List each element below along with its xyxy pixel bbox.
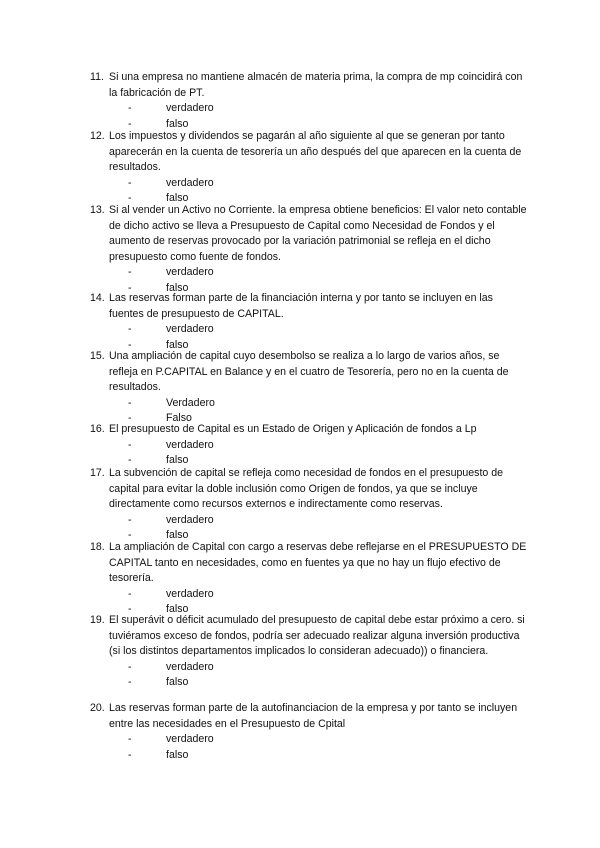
option-item: - Falso <box>90 411 530 427</box>
question-text: Si una empresa no mantiene almacén de materia prima, la compra de mp coincidirá con la fabricación de PT. <box>109 71 523 99</box>
option-item: - falso <box>90 281 530 297</box>
question-11 <box>90 70 530 132</box>
option-item: - falso <box>90 338 530 354</box>
option-label: falso <box>166 117 189 130</box>
question-number: 14. <box>90 292 105 304</box>
option-item: - verdadero <box>90 265 530 281</box>
question-number: 11. <box>90 71 104 83</box>
option-item: - falso <box>90 748 530 764</box>
option-item: - verdadero <box>90 176 530 192</box>
question-20 <box>90 701 530 763</box>
option-item: - falso <box>90 528 530 544</box>
option-label: falso <box>166 338 189 351</box>
question-text: La ampliación de Capital con cargo a reservas debe reflejarse en el PRESUPUESTO DE CAPITAL tanto en necesidades, como en fuentes ya que no hay un flujo efectivo de tesorería. <box>109 541 527 585</box>
option-label: verdadero <box>166 660 214 673</box>
option-item: - verdadero <box>90 732 530 748</box>
question-13 <box>90 203 530 297</box>
question-text: La subvención de capital se refleja como necesidad de fondos en el presupuesto de capital para evitar la doble inclusión como Origen de fondos, ya que se incluye directamente como recursos externos e indirectamente como reservas. <box>109 467 504 511</box>
option-label: verdadero <box>166 323 214 336</box>
option-label: falso <box>166 192 189 205</box>
question-number: 13. <box>90 204 105 216</box>
option-item: - verdadero <box>90 438 530 454</box>
question-text: Una ampliación de capital cuyo desembolso se realiza a lo largo de varios años, se refleja en P.CAPITAL en Balance y en el cuatro de Tesorería, pero no en la cuenta de resultados. <box>109 350 509 394</box>
option-label: Verdadero <box>166 396 215 409</box>
option-item: - falso <box>90 117 530 133</box>
question-17 <box>90 466 530 544</box>
question-number: 17. <box>90 467 105 479</box>
question-19 <box>90 613 530 691</box>
question-number: 20. <box>90 702 105 714</box>
option-label: falso <box>166 603 189 616</box>
option-item: - falso <box>90 191 530 207</box>
option-item: - verdadero <box>90 660 530 676</box>
question-number: 19. <box>90 614 105 626</box>
option-label: falso <box>166 748 189 761</box>
option-item: - falso <box>90 602 530 618</box>
question-18 <box>90 540 530 618</box>
question-text: Las reservas forman parte de la financiación interna y por tanto se incluyen en las fuentes de presupuesto de CAPITAL. <box>109 292 493 320</box>
option-item: - verdadero <box>90 587 530 603</box>
question-text: El presupuesto de Capital es un Estado de Origen y Aplicación de fondos a Lp <box>109 423 477 435</box>
option-label: falso <box>166 676 189 689</box>
question-16 <box>90 422 530 469</box>
option-item: - verdadero <box>90 322 530 338</box>
question-text: El superávit o déficit acumulado del presupuesto de capital debe estar próximo a cero. si tuviéramos exceso de fondos, podría ser adecuado realizar alguna inversión productiva (si los distintos departamentos implicados lo consideran adecuado)) o financiera. <box>109 614 525 658</box>
option-item: - falso <box>90 453 530 469</box>
question-15 <box>90 349 530 427</box>
question-text: Las reservas forman parte de la autofinanciacion de la empresa y por tanto se incluyen entre las necesidades en el Presupuesto de Cpital <box>109 702 518 730</box>
option-label: verdadero <box>166 733 214 746</box>
question-text: Si al vender un Activo no Corriente. la empresa obtiene beneficios: El valor neto contable de dicho activo se lleva a Presupuesto de Capital como Necesidad de Fondos y el aumento de reservas provocado por la variación patrimonial se refleja en el dicho presupuesto como fuente de fondos. <box>109 204 527 263</box>
question-number: 12. <box>90 130 105 142</box>
option-label: verdadero <box>166 102 214 115</box>
question-number: 16. <box>90 423 105 435</box>
option-label: verdadero <box>166 513 214 526</box>
question-14 <box>90 291 530 353</box>
option-label: falso <box>166 529 189 542</box>
option-item: - falso <box>90 675 530 691</box>
question-text: Los impuestos y dividendos se pagarán al año siguiente al que se generan por tanto aparecerán en la cuenta de tesorería un año después del que aparecen en la cuenta de resultados. <box>109 130 522 174</box>
option-label: Falso <box>166 412 192 425</box>
option-label: verdadero <box>166 587 214 600</box>
question-number: 18. <box>90 541 105 553</box>
question-12 <box>90 129 530 207</box>
question-number: 15. <box>90 350 105 362</box>
option-item: - Verdadero <box>90 396 530 412</box>
option-item: - verdadero <box>90 513 530 529</box>
option-label: falso <box>166 281 189 294</box>
option-item: - verdadero <box>90 101 530 117</box>
option-label: verdadero <box>166 176 214 189</box>
option-label: verdadero <box>166 438 214 451</box>
option-label: falso <box>166 454 189 467</box>
option-label: verdadero <box>166 266 214 279</box>
